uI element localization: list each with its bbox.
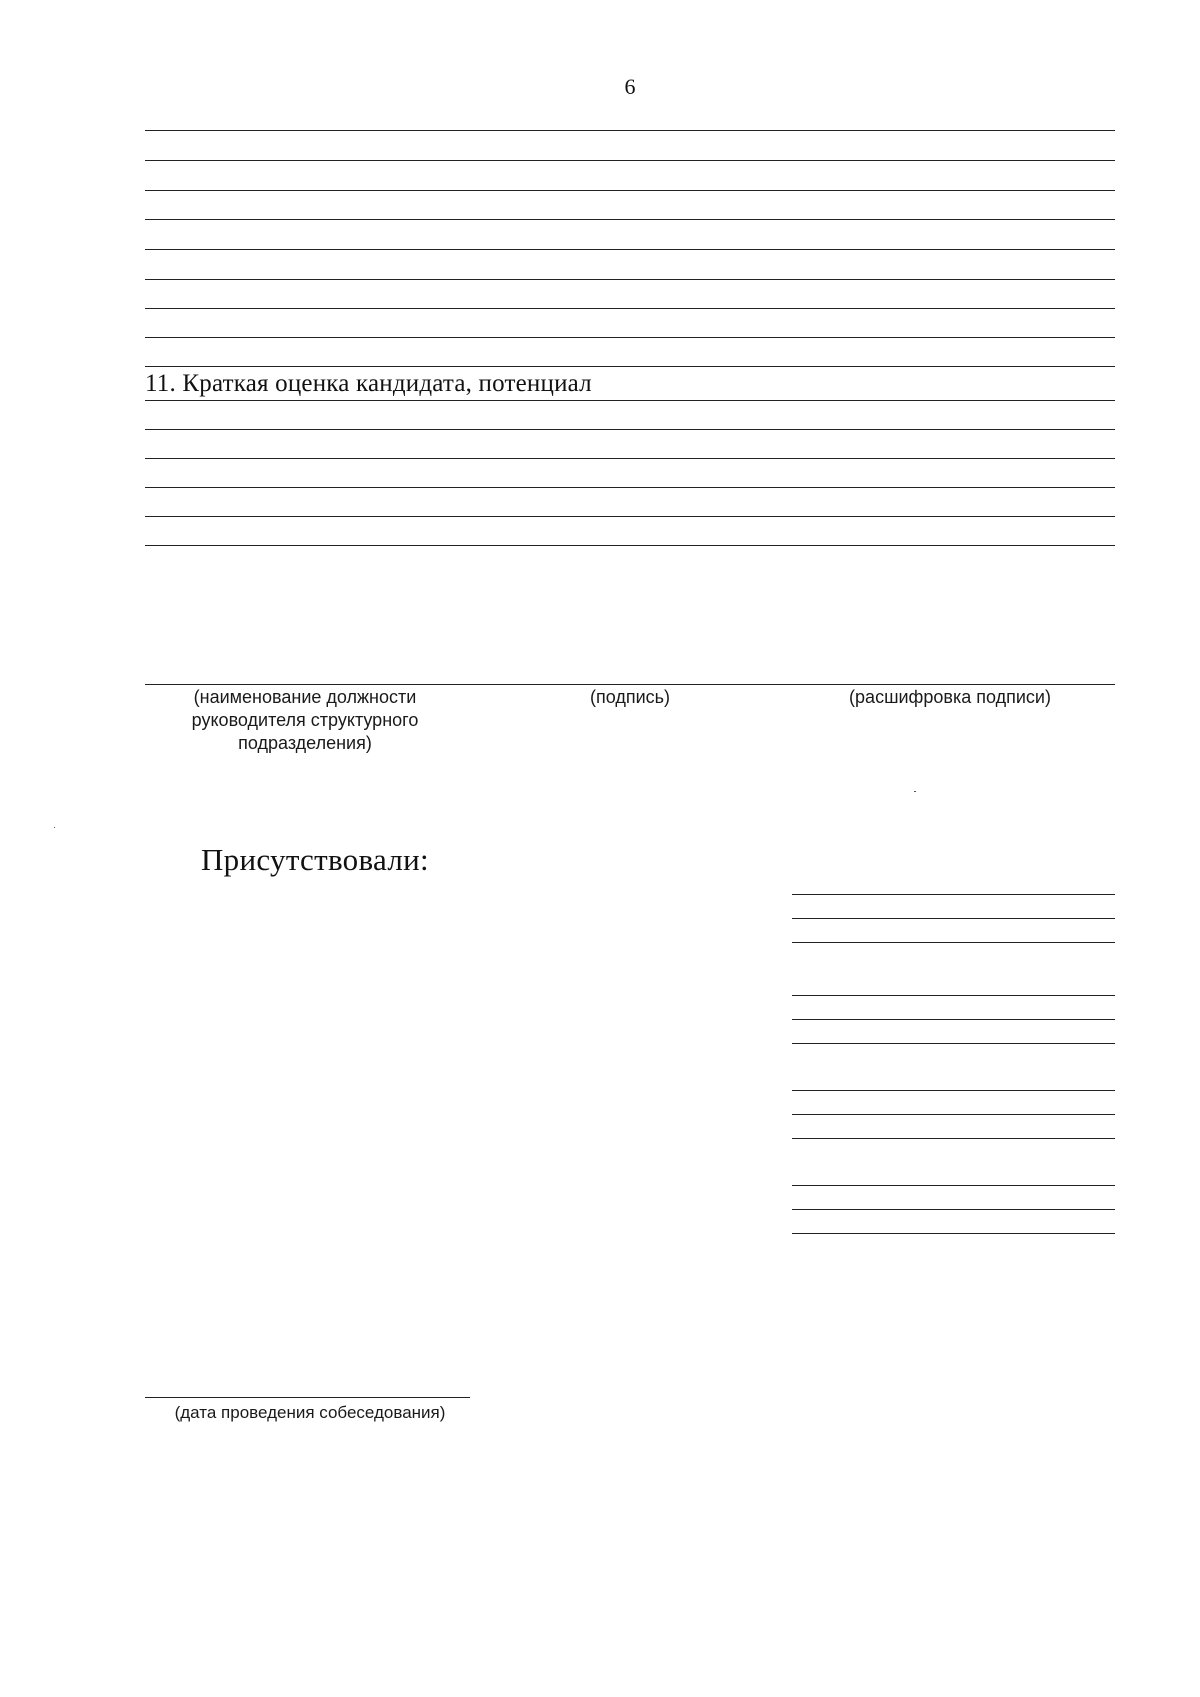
blank-line[interactable] bbox=[145, 545, 1115, 546]
attendee-line[interactable] bbox=[792, 1090, 1115, 1091]
blank-line[interactable] bbox=[145, 249, 1115, 250]
blank-line[interactable] bbox=[145, 190, 1115, 191]
attendee-line[interactable] bbox=[792, 1114, 1115, 1115]
blank-line[interactable] bbox=[145, 219, 1115, 220]
scan-speck bbox=[54, 827, 55, 828]
blank-line[interactable] bbox=[145, 516, 1115, 517]
interview-date-caption: (дата проведения собеседования) bbox=[174, 1403, 446, 1422]
attendee-line[interactable] bbox=[792, 1233, 1115, 1234]
section-11-heading: 11. Краткая оценка кандидата, потенциал bbox=[145, 370, 592, 397]
blank-line[interactable] bbox=[145, 458, 1115, 459]
position-caption: (наименование должности руководителя структурного подразделения) bbox=[191, 687, 419, 753]
blank-line[interactable] bbox=[145, 337, 1115, 338]
attendee-line[interactable] bbox=[792, 995, 1115, 996]
blank-line[interactable] bbox=[145, 279, 1115, 280]
page-number: 6 bbox=[624, 74, 636, 99]
scan-speck bbox=[914, 791, 916, 792]
attendee-line[interactable] bbox=[792, 1185, 1115, 1186]
blank-line[interactable] bbox=[145, 487, 1115, 488]
attendee-line[interactable] bbox=[792, 1019, 1115, 1020]
attendee-line[interactable] bbox=[792, 918, 1115, 919]
blank-line[interactable] bbox=[145, 160, 1115, 161]
blank-line[interactable] bbox=[145, 429, 1115, 430]
attendee-line[interactable] bbox=[792, 894, 1115, 895]
interview-date-line[interactable] bbox=[145, 1397, 470, 1398]
attendee-line[interactable] bbox=[792, 1209, 1115, 1210]
blank-line[interactable] bbox=[145, 308, 1115, 309]
signature-caption: (подпись) bbox=[589, 687, 671, 707]
blank-line[interactable] bbox=[145, 366, 1115, 367]
blank-line[interactable] bbox=[145, 400, 1115, 401]
attendees-heading: Присутствовали: bbox=[201, 842, 429, 877]
signature-decoding-caption: (расшифровка подписи) bbox=[849, 687, 1051, 707]
signature-line[interactable] bbox=[145, 684, 1115, 685]
attendee-line[interactable] bbox=[792, 942, 1115, 943]
attendee-line[interactable] bbox=[792, 1138, 1115, 1139]
attendee-line[interactable] bbox=[792, 1043, 1115, 1044]
blank-line[interactable] bbox=[145, 130, 1115, 131]
